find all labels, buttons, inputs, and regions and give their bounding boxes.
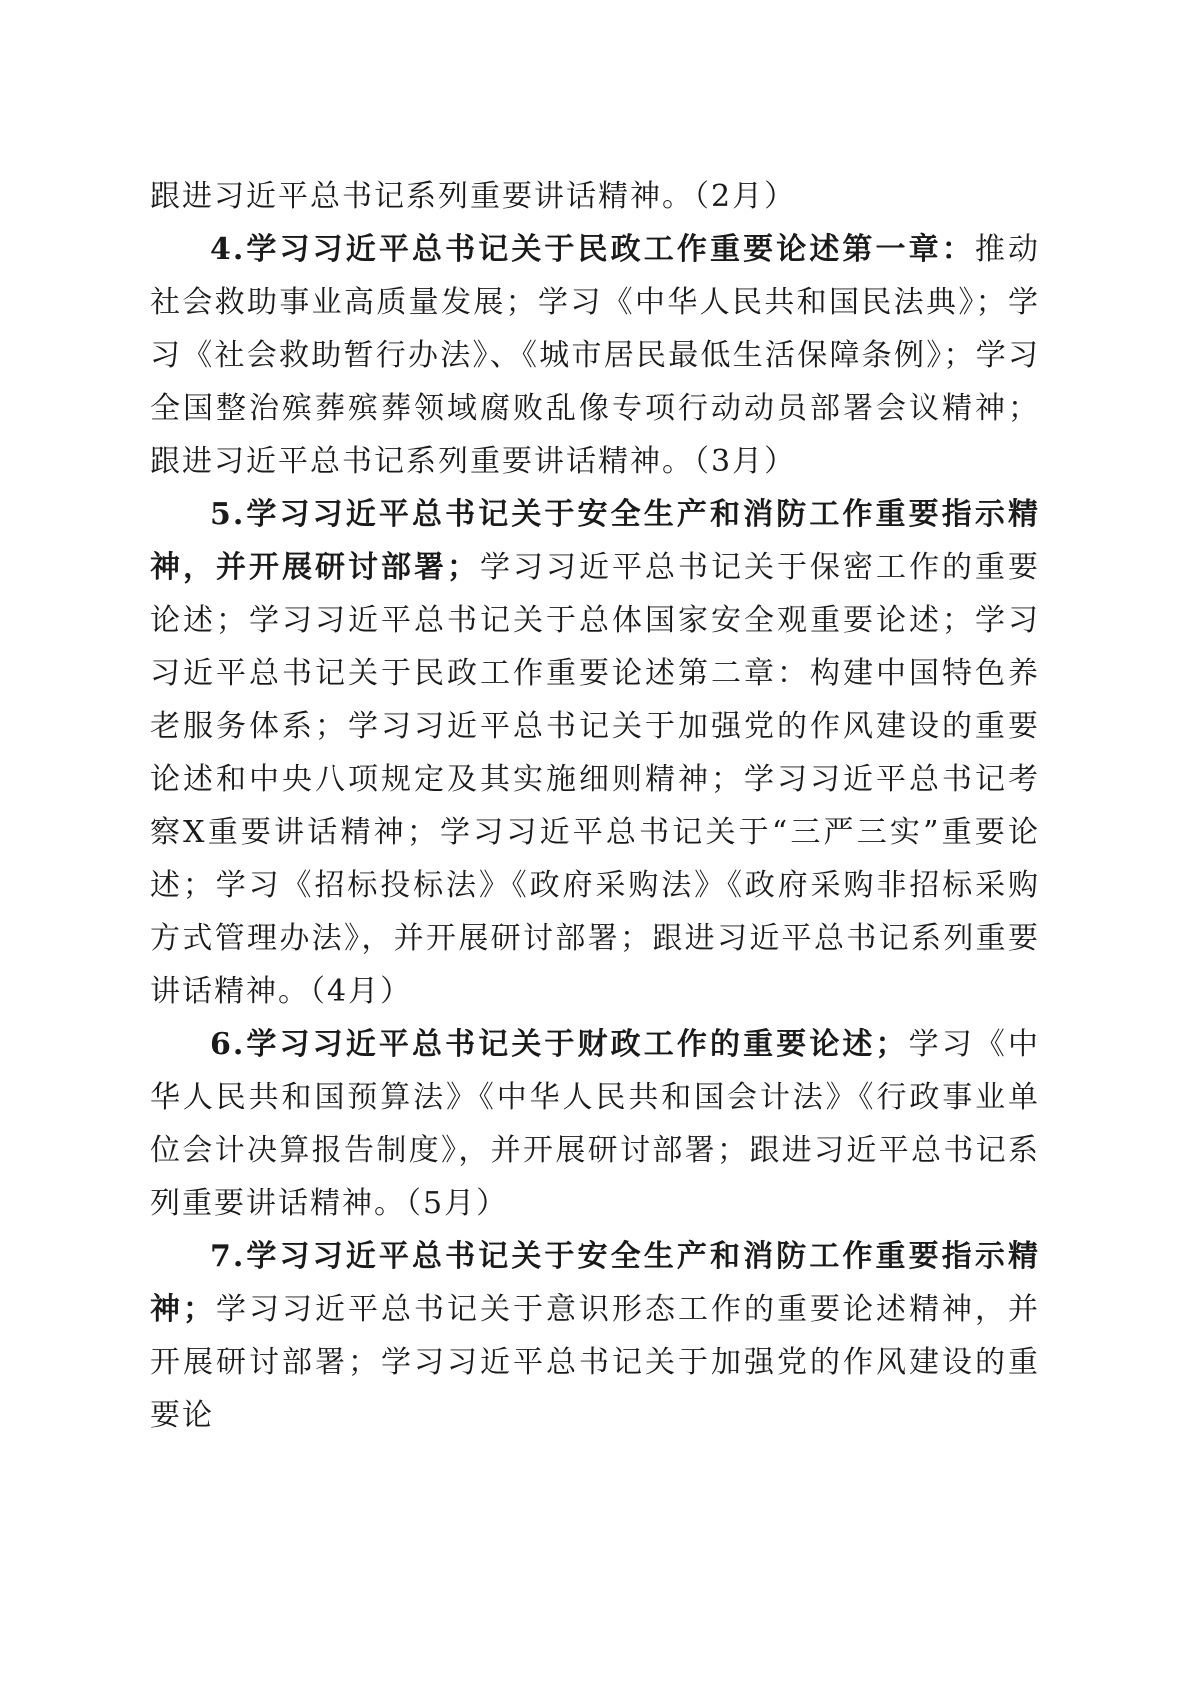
paragraph-heading: 4.学习习近平总书记关于民政工作重要论述第一章：: [210, 232, 975, 267]
paragraph-item-7: [150, 1230, 1040, 1442]
paragraph-heading: 7.学习习近平总书记关于安全生产和消防工作重要指示精神；: [150, 1239, 1040, 1327]
document-page: [150, 170, 1040, 1442]
paragraph-heading: 6.学习习近平总书记关于财政工作的重要论述；: [210, 1027, 908, 1062]
paragraph-text: 学习《中华人民共和国预算法》《中华人民共和国会计法》《行政事业单位会计决算报告制度》，并开展研讨部署；跟进习近平总书记系列重要讲话精神。（5月）: [150, 1027, 1040, 1221]
paragraph-item-6: [150, 1018, 1040, 1230]
paragraph-item-3-continuation: [150, 170, 1040, 223]
paragraph-item-5: [150, 488, 1040, 1018]
paragraph-item-4: [150, 223, 1040, 488]
paragraph-text: 学习习近平总书记关于意识形态工作的重要论述精神，并开展研讨部署；学习习近平总书记关于加强党的作风建设的重要论: [150, 1292, 1040, 1433]
paragraph-heading: 5.学习习近平总书记关于安全生产和消防工作重要指示精神，并开展研讨部署；: [150, 497, 1040, 585]
paragraph-text: 跟进习近平总书记系列重要讲话精神。（2月）: [150, 179, 797, 214]
paragraph-text: 推动社会救助事业高质量发展；学习《中华人民共和国民法典》；学习《社会救助暂行办法》、《城市居民最低生活保障条例》；学习全国整治殡葬殡葬领域腐败乱像专项行动动员部署会议精神；跟进习近平总书记系列重要讲话精神。（3月）: [150, 232, 1041, 479]
paragraph-text: 学习习近平总书记关于保密工作的重要论述；学习习近平总书记关于总体国家安全观重要论述；学习习近平总书记关于民政工作重要论述第二章：构建中国特色养老服务体系；学习习近平总书记关于加强党的作风建设的重要论述和中央八项规定及其实施细则精神；学习习近平总书记考察X重要讲话精神；学习习近平总书记关于“三严三实”重要论述；学习《招标投标法》《政府采购法》《政府采购非招标采购方式管理办法》，并开展研讨部署；跟进习近平总书记系列重要讲话精神。（4月）: [150, 550, 1040, 1009]
